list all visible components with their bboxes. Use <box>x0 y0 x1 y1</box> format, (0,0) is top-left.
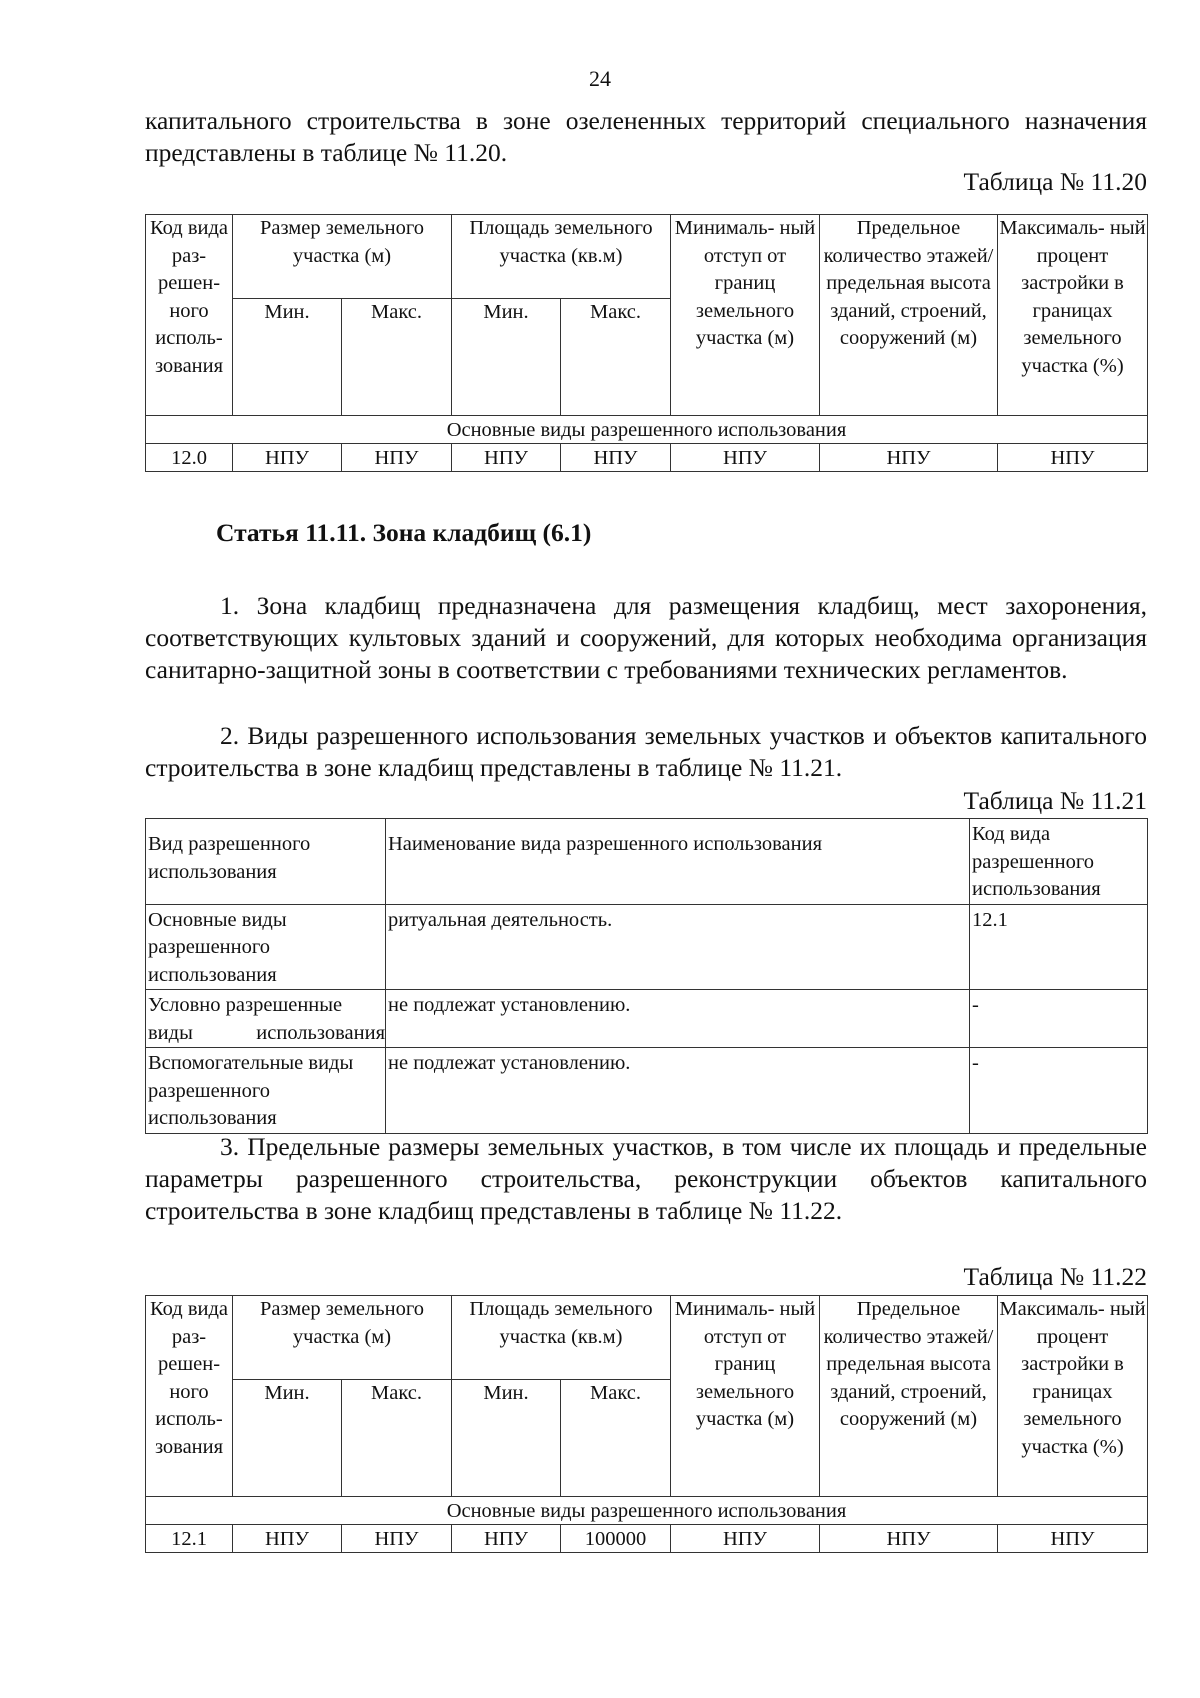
header-size-max: Макс. <box>342 1380 452 1497</box>
header-code: Код вида раз- решен- ного исполь- зования <box>146 1296 233 1497</box>
table-cell: НПУ <box>452 1525 561 1553</box>
table-cell: НПУ <box>820 444 998 472</box>
table-cell: НПУ <box>998 444 1148 472</box>
header-type: Вид разрешенного использования <box>146 819 386 905</box>
table-row <box>146 990 1148 1048</box>
paragraph-1: 1. Зона кладбищ предназначена для размещения кладбищ, мест захоронения, соответствующих культовых зданий и сооружений, для которых необходима организация санитарно-защитной зоны в соответствии с требованиями технических регламентов. <box>145 591 1147 684</box>
header-area-max: Макс. <box>561 299 671 416</box>
row-code: - <box>970 990 1148 1048</box>
table-cell: НПУ <box>233 444 342 472</box>
table-11-21 <box>145 818 1148 1134</box>
row-name: не подлежат установлению. <box>386 990 970 1048</box>
table-section-label: Основные виды разрешенного использования <box>146 1497 1148 1525</box>
table-11-20-caption: Таблица № 11.20 <box>963 167 1147 196</box>
row-code: 12.1 <box>970 904 1148 990</box>
intro-paragraph: капитального строительства в зоне озелененных территорий специального назначения представлены в таблице № 11.20. <box>145 106 1147 167</box>
article-heading: Статья 11.11. Зона кладбищ (6.1) <box>216 518 592 547</box>
row-code: - <box>970 1048 1148 1134</box>
table-cell: НПУ <box>452 444 561 472</box>
paragraph-3: 3. Предельные размеры земельных участков, в том числе их площадь и предельные параметры разрешенного строительства, реконструкции объектов капитального строительства в зоне кладбищ представлены в таблице № 11.22. <box>145 1132 1147 1225</box>
row-type: Основные виды разрешенного использования <box>146 904 386 990</box>
header-area: Площадь земельного участка (кв.м) <box>452 1296 671 1380</box>
header-coverage: Максималь- ный процент застройки в границах земельного участка (%) <box>998 1296 1148 1497</box>
table-cell: 100000 <box>561 1525 671 1553</box>
header-size-min: Мин. <box>233 1380 342 1497</box>
table-row <box>146 1048 1148 1134</box>
row-type: Условно разрешенные виды использования <box>146 990 386 1048</box>
paragraph-2: 2. Виды разрешенного использования земельных участков и объектов капитального строительства в зоне кладбищ представлены в таблице № 11.21. <box>145 721 1147 782</box>
row-type: Вспомогательные виды разрешенного использования <box>146 1048 386 1134</box>
header-size-min: Мин. <box>233 299 342 416</box>
table-row <box>146 904 1148 990</box>
header-code: Код вида раз- решен- ного исполь- зования <box>146 215 233 416</box>
row-name: ритуальная деятельность. <box>386 904 970 990</box>
table-11-20 <box>145 214 1148 472</box>
header-setback: Минималь- ный отступ от границ земельного участка (м) <box>671 215 820 416</box>
header-code: Код вида разрешенного использования <box>970 819 1148 905</box>
table-cell: НПУ <box>561 444 671 472</box>
header-floors: Предельное количество этажей/ предельная высота зданий, строений, сооружений (м) <box>820 1296 998 1497</box>
header-floors: Предельное количество этажей/ предельная высота зданий, строений, сооружений (м) <box>820 215 998 416</box>
table-cell: НПУ <box>820 1525 998 1553</box>
header-setback: Минималь- ный отступ от границ земельного участка (м) <box>671 1296 820 1497</box>
table-cell: НПУ <box>233 1525 342 1553</box>
table-cell: НПУ <box>342 444 452 472</box>
header-area-max: Макс. <box>561 1380 671 1497</box>
header-area-min: Мин. <box>452 1380 561 1497</box>
table-cell: НПУ <box>342 1525 452 1553</box>
header-size-max: Макс. <box>342 299 452 416</box>
header-coverage: Максималь- ный процент застройки в границах земельного участка (%) <box>998 215 1148 416</box>
table-cell: НПУ <box>671 444 820 472</box>
header-name: Наименование вида разрешенного использования <box>386 819 970 905</box>
row-name: не подлежат установлению. <box>386 1048 970 1134</box>
table-11-22-caption: Таблица № 11.22 <box>963 1262 1147 1291</box>
header-area-min: Мин. <box>452 299 561 416</box>
table-11-21-caption: Таблица № 11.21 <box>963 786 1147 815</box>
table-cell: НПУ <box>998 1525 1148 1553</box>
table-section-label: Основные виды разрешенного использования <box>146 416 1148 444</box>
table-11-22 <box>145 1295 1148 1553</box>
table-cell: 12.1 <box>146 1525 233 1553</box>
header-area: Площадь земельного участка (кв.м) <box>452 215 671 299</box>
table-cell: 12.0 <box>146 444 233 472</box>
page-number: 24 <box>589 66 611 91</box>
header-size: Размер земельного участка (м) <box>233 1296 452 1380</box>
table-cell: НПУ <box>671 1525 820 1553</box>
header-size: Размер земельного участка (м) <box>233 215 452 299</box>
